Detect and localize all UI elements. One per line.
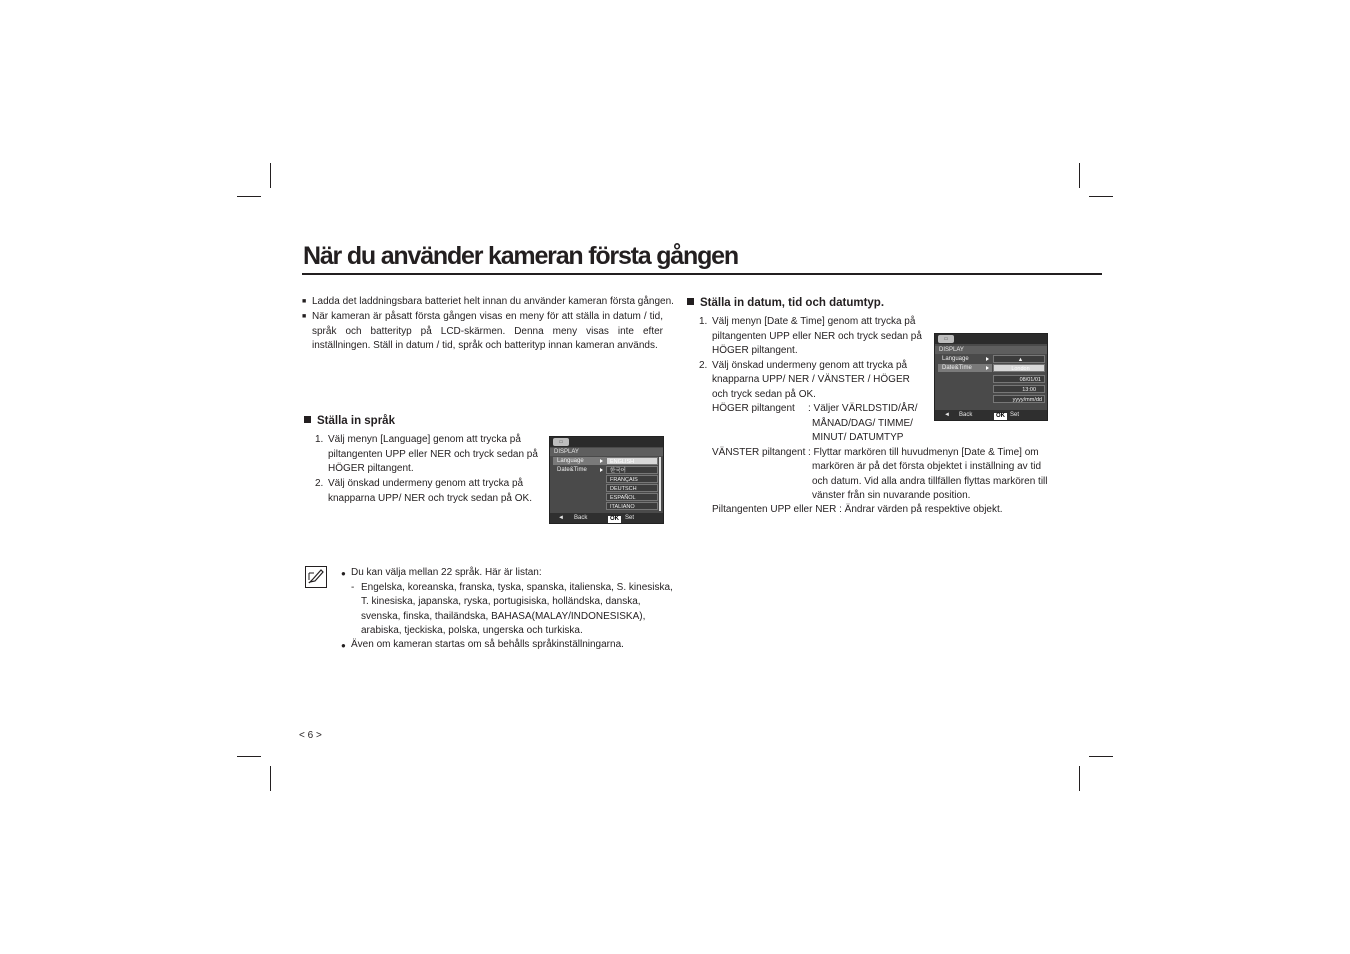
note-dash: -: [351, 581, 355, 593]
intro-line-2: När kameran är påsatt första gången visas en meny för att ställa in datum / tid, språk och batterityp på LCD-skärmen. Denna meny visas inte efter inställningen. Ställ in datum / tid, språk och batterityp innan kameran används.: [312, 311, 663, 351]
dt-step-1-line-1: Välj menyn [Date & Time] genom att trycka på: [712, 316, 916, 327]
right-key-desc-2: MÅNAD/DAG/ TIMME/: [812, 417, 913, 429]
note-list-line-4: arabiska, tjeckiska, polska, ungerska och turkiska.: [361, 625, 583, 636]
arrow-right-icon: [986, 366, 989, 370]
lcd-value-city: London: [993, 364, 1045, 372]
lang-step-2-num: 2.: [315, 478, 324, 489]
lcd-bottom-bar: [935, 410, 1047, 420]
lang-step-1-line-2: piltangenten UPP eller NER och tryck sedan på: [328, 448, 538, 460]
lcd-set-label: Set: [625, 515, 635, 521]
lcd-option: ENGLISH: [606, 457, 658, 465]
arrow-right-icon: [986, 357, 989, 361]
lang-step-2-line-2: knapparna UPP/ NER och tryck sedan på OK.: [328, 492, 532, 504]
lcd-option: 한국어: [606, 466, 658, 474]
note-bullet-dot: ●: [341, 641, 346, 650]
arrow-right-icon: [600, 459, 603, 463]
note-bullet-1: Du kan välja mellan 22 språk. Här är listan:: [351, 567, 542, 578]
lang-step-1-num: 1.: [315, 434, 324, 445]
lcd-value-date-format: yyyy/mm/dd: [993, 395, 1045, 403]
up-arrow-icon: ▲: [993, 355, 1045, 363]
dt-step-1-num: 1.: [699, 316, 708, 327]
crop-mark: [1079, 766, 1080, 791]
lcd-datetime-screen: [934, 333, 1048, 421]
crop-mark: [1089, 196, 1113, 197]
right-key-desc-1: : Väljer VÄRLDSTID/ÅR/: [808, 403, 918, 414]
lcd-menu-language: Language: [942, 356, 969, 362]
lcd-bottom-bar: [550, 513, 663, 523]
note-pencil-icon: [305, 566, 327, 588]
lcd-language-screen: [549, 436, 664, 524]
intro-line-1: Ladda det laddningsbara batteriet helt innan du använder kameran första gången.: [312, 296, 674, 307]
lcd-header: DISPLAY: [935, 346, 1047, 354]
note-list-line-1: Engelska, koreanska, franska, tyska, spanska, italienska, S. kinesiska,: [361, 581, 673, 593]
lang-step-2-line-1: Välj önskad undermeny genom att trycka på: [328, 478, 524, 489]
back-arrow-icon: ◄: [558, 515, 564, 521]
lcd-option: DEUTSCH: [606, 484, 658, 492]
lang-step-1-line-3: HÖGER piltangent.: [328, 463, 414, 474]
lcd-header: DISPLAY: [550, 448, 663, 456]
dt-step-1-line-3: HÖGER piltangent.: [712, 345, 798, 356]
left-key-label: VÄNSTER piltangent: [712, 446, 806, 458]
datetime-heading: Ställa in datum, tid och datumtyp.: [687, 295, 884, 311]
crop-mark: [237, 756, 261, 757]
lcd-scrollbar: [659, 457, 661, 511]
lcd-back-label: Back: [959, 412, 973, 418]
arrow-right-icon: [600, 468, 603, 472]
lcd-top-bar: [550, 437, 663, 447]
crop-mark: [237, 196, 261, 197]
lcd-top-bar: [935, 334, 1047, 344]
lcd-value-date: 08/01/01: [993, 375, 1045, 383]
dt-step-1-line-2: piltangenten UPP eller NER och tryck sedan på: [712, 330, 922, 342]
left-key-desc-1: : Flyttar markören till huvudmenyn [Date & Time] om: [808, 446, 1039, 458]
page-title: När du använder kameran första gången: [303, 242, 738, 270]
lcd-value-time: 13:00: [993, 385, 1045, 393]
back-arrow-icon: ◄: [944, 412, 950, 418]
lcd-ok-badge: OK: [610, 516, 619, 522]
lcd-option: ESPAÑOL: [606, 493, 658, 501]
lcd-back-label: Back: [574, 515, 588, 521]
lcd-set-label: Set: [1010, 412, 1020, 418]
dt-step-2-num: 2.: [699, 359, 708, 371]
note-bullet-dot: ●: [341, 569, 346, 578]
dt-step-2-line-2: knapparna UPP/ NER / VÄNSTER / HÖGER: [712, 374, 910, 385]
note-list-line-2: T. kinesiska, japanska, ryska, portugisiska, holländska, danska,: [361, 596, 641, 607]
display-tab-icon: ▭: [553, 438, 569, 446]
right-key-label: HÖGER piltangent: [712, 403, 795, 414]
dt-step-2-line-1: Välj önskad undermeny genom att trycka på: [712, 359, 908, 371]
title-rule: [302, 273, 1102, 275]
lang-step-1-line-1: Välj menyn [Language] genom att trycka på: [328, 434, 521, 445]
right-key-desc-3: MINUT/ DATUMTYP: [812, 432, 904, 443]
lcd-menu-datetime: Date&Time: [938, 364, 992, 372]
left-key-desc-2: markören är på det första objektet i inställning av tid: [812, 461, 1042, 472]
lcd-menu-datetime: Date&Time: [557, 467, 587, 473]
left-key-desc-4: vänster från sin nuvarande position.: [812, 490, 971, 501]
page-number: < 6 >: [299, 730, 322, 741]
language-heading: Ställa in språk: [304, 413, 395, 429]
updown-key-desc: Piltangenten UPP eller NER : Ändrar värden på respektive objekt.: [712, 504, 1003, 515]
crop-mark: [1089, 756, 1113, 757]
bullet-square: ■: [302, 298, 307, 305]
lcd-menu-language: Language: [553, 457, 606, 465]
lcd-option: FRANÇAIS: [606, 475, 658, 483]
display-tab-icon: ▭: [938, 335, 954, 343]
note-list-line-3: svenska, finska, thailändska, BAHASA(MALAY/INDONESISKA),: [361, 610, 646, 622]
left-key-desc-3: och datum. Vid alla andra tillfällen flyttas markören till: [812, 475, 1048, 487]
crop-mark: [270, 163, 271, 188]
note-bullet-2: Även om kameran startas om så behålls språkinställningarna.: [351, 639, 624, 650]
crop-mark: [1079, 163, 1080, 188]
lcd-ok-badge: OK: [996, 413, 1005, 419]
lcd-option: ITALIANO: [606, 502, 658, 510]
crop-mark: [270, 766, 271, 791]
bullet-square: ■: [302, 313, 307, 320]
dt-step-2-line-3: och tryck sedan på OK.: [712, 388, 816, 400]
